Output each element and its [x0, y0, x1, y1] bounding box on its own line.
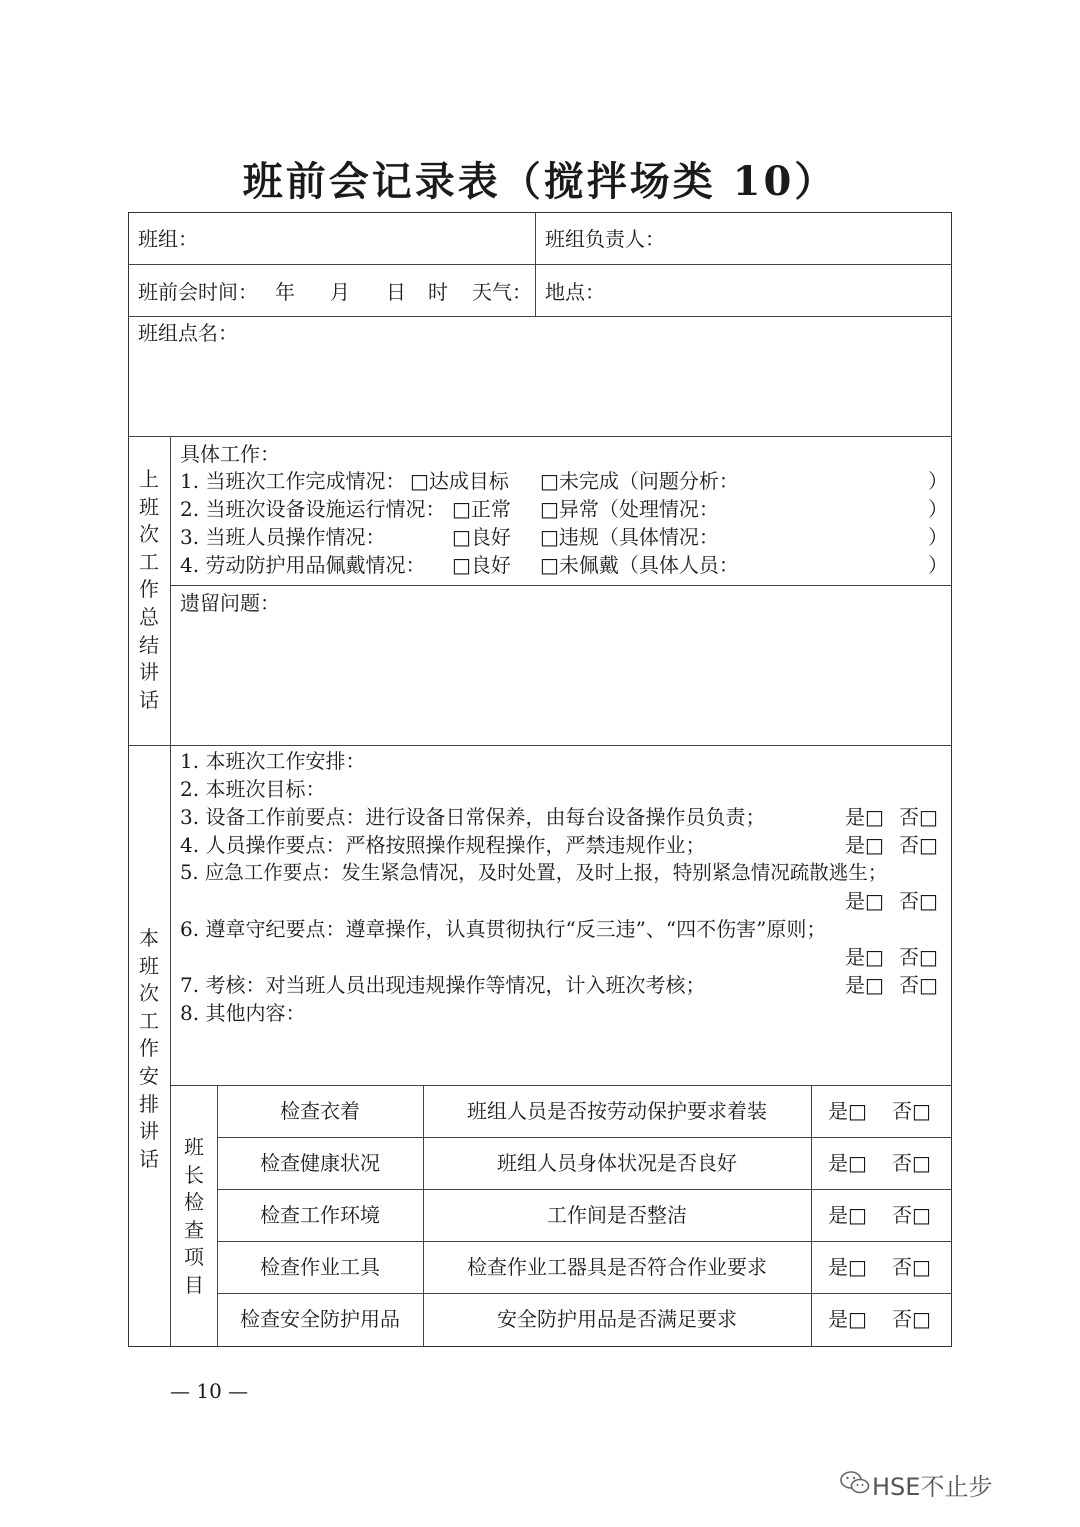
plan-item-4-no-checkbox[interactable]: 否□: [899, 833, 938, 857]
summary-row-4-label: 4. 劳动防护用品佩戴情况：: [180, 553, 426, 577]
summary-row-2-label: 2. 当班次设备设施运行情况：: [180, 497, 446, 521]
team-label: 班组：: [138, 227, 198, 251]
check-yes-checkbox[interactable]: 是□: [828, 1255, 867, 1279]
check-item-name: 检查衣着: [280, 1099, 360, 1123]
wechat-icon: [840, 1470, 870, 1496]
divider: [811, 1085, 812, 1347]
summary-row-3-close: ）: [928, 525, 948, 549]
year-label: 年: [275, 280, 295, 304]
plan-item-3: 3. 设备工作前要点：进行设备日常保养，由每台设备操作员负责；: [180, 805, 766, 829]
plan-item-6-no-checkbox[interactable]: 否□: [899, 945, 938, 969]
divider: [128, 745, 952, 746]
check-item-desc: 班组人员身体状况是否良好: [497, 1151, 737, 1175]
divider: [128, 436, 952, 437]
summary-row-1-option-undone[interactable]: □未完成（问题分析：: [540, 469, 739, 493]
plan-item-7: 7. 考核：对当班人员出现违规操作等情况，计入班次考核；: [180, 973, 706, 997]
plan-item-6: 6. 遵章守纪要点：遵章操作，认真贯彻执行“反三违”、“四不伤害”原则；: [180, 917, 827, 941]
team-leader-label: 班组负责人：: [545, 227, 665, 251]
meeting-time-label: 班前会时间：: [138, 280, 258, 304]
weather-label: 天气：: [472, 280, 532, 304]
summary-row-1-label: 1. 当班次工作完成情况：: [180, 469, 406, 493]
summary-row-2-option-abnormal[interactable]: □异常（处理情况：: [540, 497, 719, 521]
divider: [170, 436, 171, 1347]
rollcall-label: 班组点名：: [138, 321, 238, 345]
check-yes-checkbox[interactable]: 是□: [828, 1151, 867, 1175]
plan-item-3-yes-checkbox[interactable]: 是□: [845, 805, 884, 829]
plan-item-5-no-checkbox[interactable]: 否□: [899, 889, 938, 913]
plan-item-4-yes-checkbox[interactable]: 是□: [845, 833, 884, 857]
location-label: 地点：: [545, 280, 605, 304]
summary-row-4-option-not-worn[interactable]: □未佩戴（具体人员：: [540, 553, 739, 577]
page-number: — 10 —: [170, 1379, 249, 1403]
divider: [170, 585, 952, 586]
check-item-name: 检查健康状况: [260, 1151, 380, 1175]
vertical-label-text: 本班次工作安排讲话: [139, 926, 159, 1171]
last-shift-side-label: [129, 466, 169, 714]
summary-row-2-option-normal[interactable]: □正常: [452, 497, 511, 521]
plan-item-6-yes-checkbox[interactable]: 是□: [845, 945, 884, 969]
divider: [128, 264, 952, 265]
check-no-checkbox[interactable]: 否□: [892, 1151, 931, 1175]
vertical-label-text: 上班次工作总结讲话: [139, 467, 159, 712]
check-item-name: 检查工作环境: [260, 1203, 380, 1227]
check-no-checkbox[interactable]: 否□: [892, 1099, 931, 1123]
remaining-issues-label: 遗留问题：: [180, 591, 280, 615]
check-item-desc: 检查作业工器具是否符合作业要求: [467, 1255, 767, 1279]
summary-row-4-close: ）: [928, 553, 948, 577]
hour-label: 时: [428, 280, 448, 304]
summary-row-3-option-violation[interactable]: □违规（具体情况：: [540, 525, 719, 549]
plan-item-1: 1. 本班次工作安排：: [180, 749, 366, 773]
divider: [535, 212, 536, 316]
check-item-desc: 安全防护用品是否满足要求: [497, 1307, 737, 1331]
summary-row-3-label: 3. 当班人员操作情况：: [180, 525, 386, 549]
plan-item-5-yes-checkbox[interactable]: 是□: [845, 889, 884, 913]
plan-item-5: 5. 应急工作要点：发生紧急情况，及时处置，及时上报，特别紧急情况疏散逃生；: [180, 861, 888, 884]
summary-row-2-close: ）: [928, 497, 948, 521]
vertical-label-text: 班长检查项目: [184, 1135, 204, 1297]
check-item-desc: 工作间是否整洁: [547, 1203, 687, 1227]
month-label: 月: [330, 280, 350, 304]
check-no-checkbox[interactable]: 否□: [892, 1307, 931, 1331]
this-shift-side-label: [129, 925, 169, 1173]
check-items-side-label: [174, 1134, 214, 1300]
plan-item-4: 4. 人员操作要点：严格按照操作规程操作，严禁违规作业；: [180, 833, 706, 857]
check-yes-checkbox[interactable]: 是□: [828, 1099, 867, 1123]
plan-item-2: 2. 本班次目标：: [180, 777, 326, 801]
check-no-checkbox[interactable]: 否□: [892, 1255, 931, 1279]
plan-item-8: 8. 其他内容：: [180, 1001, 306, 1025]
divider: [128, 316, 952, 317]
check-item-name: 检查作业工具: [260, 1255, 380, 1279]
check-item-name: 检查安全防护用品: [240, 1307, 400, 1331]
check-yes-checkbox[interactable]: 是□: [828, 1203, 867, 1227]
summary-row-3-option-good[interactable]: □良好: [452, 525, 511, 549]
day-label: 日: [386, 280, 406, 304]
plan-item-7-no-checkbox[interactable]: 否□: [899, 973, 938, 997]
check-yes-checkbox[interactable]: 是□: [828, 1307, 867, 1331]
plan-item-3-no-checkbox[interactable]: 否□: [899, 805, 938, 829]
check-item-desc: 班组人员是否按劳动保护要求着装: [467, 1099, 767, 1123]
summary-row-1-option-done[interactable]: □达成目标: [410, 469, 509, 493]
form-title: 班前会记录表（搅拌场类 10）: [242, 158, 838, 205]
watermark: HSE不止步: [872, 1473, 993, 1501]
summary-row-1-close: ）: [928, 469, 948, 493]
summary-row-4-option-good[interactable]: □良好: [452, 553, 511, 577]
plan-item-7-yes-checkbox[interactable]: 是□: [845, 973, 884, 997]
check-no-checkbox[interactable]: 否□: [892, 1203, 931, 1227]
specific-work-label: 具体工作：: [180, 442, 280, 466]
